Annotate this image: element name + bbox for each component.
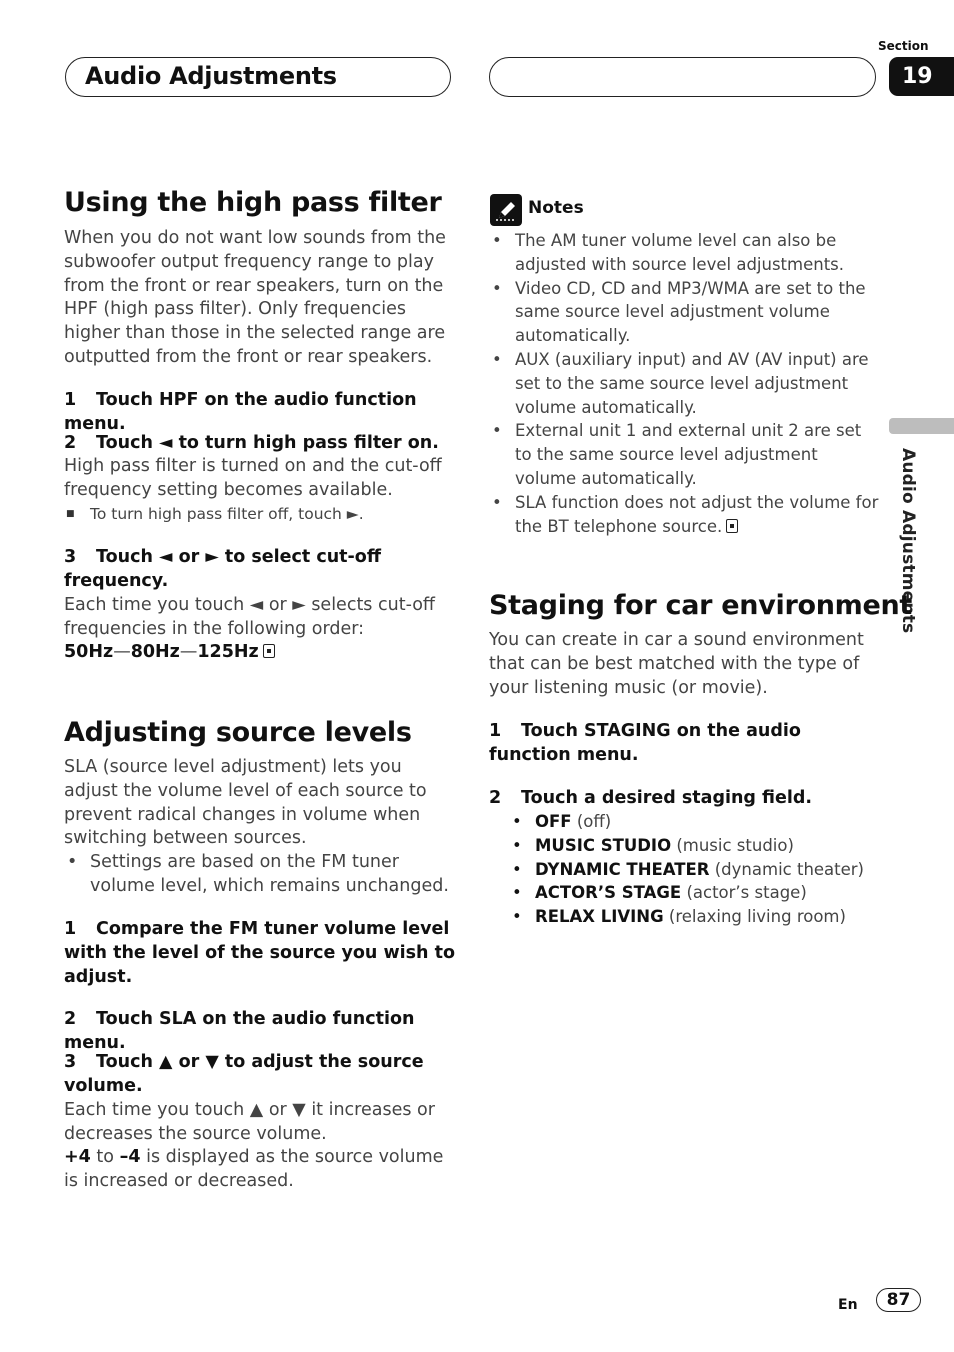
staging-intro: You can create in car a sound environment that can be best matched with the type of your listening music (or movie).	[489, 630, 864, 698]
end-mark-icon	[726, 519, 738, 533]
freq-50: 50Hz	[64, 642, 114, 662]
hpf-frequency-order	[64, 641, 459, 665]
list-item	[509, 858, 889, 882]
volume-minus: –4	[119, 1147, 141, 1167]
step-text: Touch a desired staging field.	[521, 788, 813, 808]
list-item: • Video CD, CD and MP3/WMA are set to the same source level adjustment volume automatically.	[489, 277, 881, 348]
note-text: SLA function does not adjust the volume for the BT telephone source.	[515, 492, 879, 536]
list-item	[489, 491, 881, 539]
sla-volume-range	[64, 1146, 454, 1194]
list-item: ■ To turn high pass filter off, touch ►.	[64, 503, 459, 526]
page-number: 87	[876, 1288, 921, 1312]
hpf-intro: When you do not want low sounds from the subwoofer output frequency range to play from the front or rear speakers, turn on the HPF (high pass filter). Only frequencies higher than those in the selected range are outputted from the front or rear speakers.	[64, 228, 446, 367]
list-item	[509, 905, 889, 929]
section-label: Section	[878, 39, 929, 53]
field-desc: (dynamic theater)	[714, 859, 864, 879]
step-number: 2	[64, 433, 77, 453]
staging-heading: Staging for car environment	[489, 590, 913, 621]
notes-title: Notes	[528, 198, 584, 218]
step-text: Touch HPF on the audio function menu.	[64, 390, 417, 434]
sla-step-2	[64, 1008, 459, 1056]
step-number: 1	[64, 919, 77, 939]
field-name: ACTOR’S STAGE	[535, 883, 682, 903]
step-text: Touch ▲ or ▼ to adjust the source volume.	[64, 1052, 424, 1096]
header-title: Audio Adjustments	[85, 62, 337, 90]
hpf-step-2-note	[64, 503, 459, 526]
step-text: Touch ◄ or ► to select cut-off frequency.	[64, 547, 381, 591]
step-text: Touch SLA on the audio function menu.	[64, 1009, 415, 1053]
hpf-step-2	[64, 432, 459, 456]
order-separator: —	[179, 642, 198, 662]
order-separator: —	[113, 642, 131, 662]
step-number: 2	[489, 788, 502, 808]
side-tab-marker	[889, 418, 954, 434]
hpf-step-1	[64, 389, 459, 437]
step-number: 2	[64, 1009, 77, 1029]
field-name: RELAX LIVING	[535, 907, 664, 927]
step-number: 1	[64, 390, 77, 410]
header-blank-frame	[489, 57, 876, 97]
field-desc: (actor’s stage)	[686, 883, 807, 903]
notes-pencil-icon	[490, 194, 522, 226]
staging-field-list	[509, 810, 889, 929]
range-text: is displayed as the source volume is increased or decreased.	[64, 1147, 444, 1191]
language-label: En	[838, 1297, 858, 1313]
sla-heading: Adjusting source levels	[64, 717, 412, 748]
list-item: • Settings are based on the FM tuner volume level, which remains unchanged.	[64, 851, 459, 899]
range-to: to	[96, 1147, 114, 1167]
step-text: Touch STAGING on the audio function menu.	[489, 721, 801, 765]
sla-bullet-list	[64, 851, 459, 899]
field-name: DYNAMIC THEATER	[535, 859, 710, 879]
hpf-step-3-desc: Each time you touch ◄ or ► selects cut-off frequencies in the following order:	[64, 595, 435, 639]
list-item	[509, 810, 889, 834]
field-desc: (relaxing living room)	[668, 907, 846, 927]
sla-step-1	[64, 918, 456, 989]
step-number: 3	[64, 547, 77, 567]
end-mark-icon	[263, 644, 275, 658]
side-tab-label: Audio Adjustments	[898, 448, 918, 634]
step-number: 1	[489, 721, 502, 741]
step-text: Touch ◄ to turn high pass filter on.	[96, 433, 439, 453]
sla-intro: SLA (source level adjustment) lets you adjust the volume level of each source to prevent radical changes in volume when switching between sources.	[64, 757, 427, 849]
section-number-badge: 19	[889, 57, 954, 96]
list-item: • AUX (auxiliary input) and AV (AV input) are set to the same source level adjustment volume automatically.	[489, 348, 881, 419]
hpf-step-2-desc: High pass filter is turned on and the cut-off frequency setting becomes available.	[64, 456, 442, 500]
notes-list	[489, 229, 881, 538]
field-name: OFF	[535, 812, 572, 831]
field-desc: (music studio)	[676, 835, 794, 855]
list-item	[509, 834, 889, 858]
freq-125: 125Hz	[197, 642, 259, 662]
sla-step-3-desc: Each time you touch ▲ or ▼ it increases or decreases the source volume.	[64, 1100, 435, 1144]
hpf-step-3	[64, 546, 459, 594]
field-name: MUSIC STUDIO	[535, 835, 672, 855]
staging-step-2	[489, 787, 884, 811]
step-text: Compare the FM tuner volume level with the level of the source you wish to adjust.	[64, 919, 455, 987]
freq-80: 80Hz	[130, 642, 180, 662]
volume-plus: +4	[64, 1147, 91, 1167]
step-number: 3	[64, 1052, 77, 1072]
hpf-heading: Using the high pass filter	[64, 187, 442, 218]
staging-step-1	[489, 720, 884, 768]
field-desc: (off)	[576, 812, 612, 831]
list-item	[509, 881, 889, 905]
list-item: • External unit 1 and external unit 2 are set to the same source level adjustment volume automatically.	[489, 419, 881, 490]
sla-step-3	[64, 1051, 459, 1099]
list-item: • The AM tuner volume level can also be adjusted with source level adjustments.	[489, 229, 881, 277]
